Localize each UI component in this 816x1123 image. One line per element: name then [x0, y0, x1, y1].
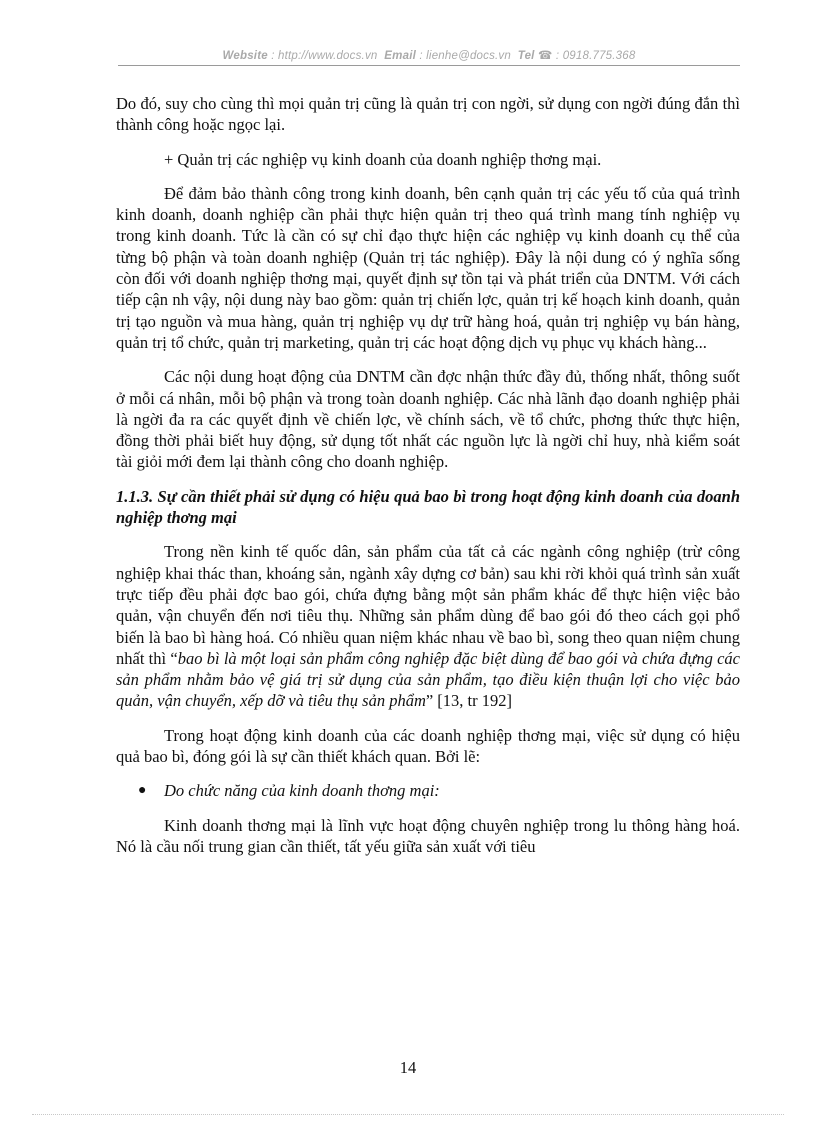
bao-bi-definition-quote: bao bì là một loại sản phẩm công nghiệp đặc biệt dùng để bao gói và chứa đựng các sản phẩm nhằm bảo vệ giá trị sử dụng của sản phẩm, tạo điều kiện thuận lợi cho việc bảo quản, vận chuyển, xếp dỡ và tiêu thụ sản phẩm	[116, 648, 741, 711]
header-divider	[118, 65, 740, 66]
bullet-icon: ●	[138, 783, 147, 799]
paragraph-1: Do đó, suy cho cùng thì mọi quản trị cũng là quản trị con ngời, sử dụng con ngời đúng đắn thì thành công hoặc ngọc lại.	[116, 94, 740, 135]
paragraph-7: Kinh doanh thơng mại là lĩnh vực hoạt động chuyên nghiệp trong lu thông hàng hoá. Nó là cầu nối trung gian cần thiết, tất yếu giữa sản xuất với tiêu	[116, 815, 740, 856]
bullet-item	[116, 780, 740, 801]
paragraph-6: Trong hoạt động kinh doanh của các doanh nghiệp thơng mại, việc sử dụng có hiệu quả bao bì, đóng gói là sự cần thiết khách quan. Bởi lẽ:	[116, 725, 740, 767]
tel-value: ☎ : 0918.775.368	[537, 50, 636, 62]
bullet-text: Do chức năng của kinh doanh thơng mại:	[164, 781, 440, 801]
paragraph-3: Để đảm bảo thành công trong kinh doanh, bên cạnh quản trị các yếu tố của quá trình kinh doanh, doanh nghiệp cần phải thực hiện quản trị theo quá trình mang tính nghiệp vụ trong kinh doanh. Tức là cần có sự chỉ đạo thực hiện các nghiệp vụ kinh doanh cụ thể của từng bộ phận và toàn doanh nghiệp (Quản trị tác nghiệp). Đây là nội dung có ý nghĩa sống còn đối với doanh nghiệp thơng mại, quyết định sự tồn tại và phát triển của DNTM. Với cách tiếp cận nh vậy, nội dung này bao gồm: quản trị chiến lợc, quản trị kế hoạch kinh doanh, quản trị tạo nguồn và mua hàng, quản trị nghiệp vụ dự trữ hàng hoá, quản trị nghiệp vụ bán hàng, quản trị tổ chức, quản trị marketing, quản trị các hoạt động dịch vụ phục vụ khách hàng...	[116, 183, 740, 352]
page-header	[118, 48, 740, 62]
paragraph-5-text: Trong nền kinh tế quốc dân, sản phẩm của tất cả các ngành công nghiệp (trừ công nghiệp khai thác than, khoáng sản, ngành xây dựng cơ bản) sau khi rời khỏi quá trình sản xuất trực tiếp đều phải đợc bao gói, chứa đựng bằng một sản phẩm khác để thực hiện việc bảo quản, vận chuyển đến nơi tiêu thụ. Những sản phẩm dùng để bao gói đó theo cách gọi phổ biến là bao bì hàng hoá. Có nhiều quan niệm khác nhau về bao bì, song theo quan niệm chung nhất thì “	[116, 542, 740, 668]
website-value: : http://www.docs.vn	[271, 50, 378, 62]
page-number: 14	[399, 1058, 417, 1077]
paragraph-4: Các nội dung hoạt động của DNTM cần đợc nhận thức đầy đủ, thống nhất, thông suốt ở mỗi cá nhân, mỗi bộ phận và trong toàn doanh nghiệp. Các nhà lãnh đạo doanh nghiệp phải là ngời đa ra các quyết định về chiến lợc, về chính sách, về tổ chức, phơng thức thực hiện, đồng thời phải biết huy động, sử dụng tốt nhất các nguồn lực là ngời chỉ huy, nhà kiểm soát tài giỏi mới đem lại thành công cho doanh nghiệp.	[116, 367, 740, 472]
section-heading: 1.1.3. Sự cần thiết phải sử dụng có hiệu quả bao bì trong hoạt động kinh doanh của doanh nghiệp thơng mại	[116, 486, 740, 528]
tel-label: Tel	[517, 50, 535, 62]
email-label: Email	[384, 50, 416, 62]
body-text	[116, 93, 740, 857]
email-value: : lienhe@docs.vn	[419, 50, 511, 62]
citation: ” [13, tr 192]	[425, 691, 513, 711]
website-label: Website	[222, 50, 268, 62]
paragraph-2: + Quản trị các nghiệp vụ kinh doanh của doanh nghiệp thơng mại.	[164, 149, 602, 169]
paragraph-5	[116, 541, 740, 711]
footer-divider	[32, 1114, 784, 1115]
